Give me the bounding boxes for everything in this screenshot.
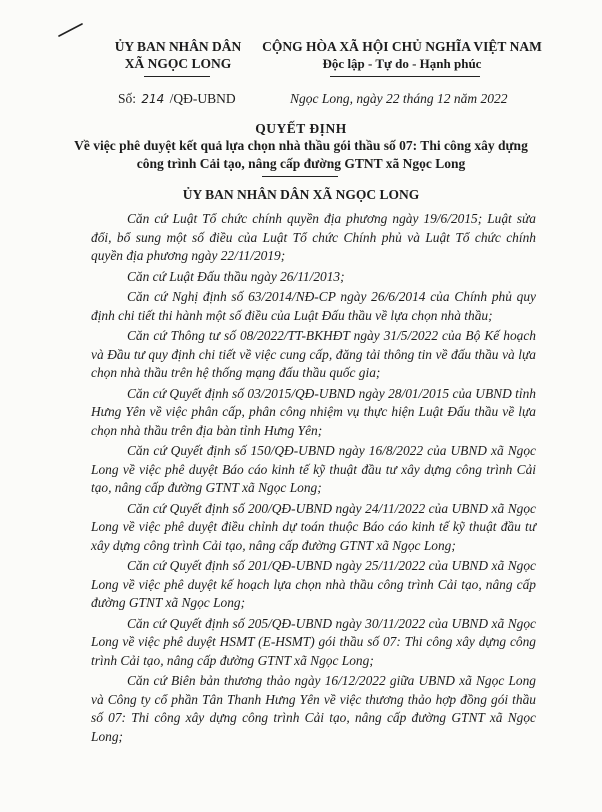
- document-title: QUYẾT ĐỊNH: [255, 121, 347, 136]
- legal-basis-item: Căn cứ Quyết định số 03/2015/QĐ-UBND ngày 28/01/2015 của UBND tỉnh Hưng Yên về việc phân cấp, phân công nhiệm vụ thực hiện Luật Đấu thầu về lựa chọn nhà thầu trên địa bàn tỉnh Hưng Yên;: [91, 385, 536, 438]
- legal-basis-item: Căn cứ Quyết định số 150/QĐ-UBND ngày 16/8/2022 của UBND xã Ngọc Long về việc phê duyệt Báo cáo kinh tế kỹ thuật đầu tư xây dựng công trình Cải tạo, nâng cấp đường GTNT xã Ngọc Long;: [91, 443, 536, 495]
- issuing-organization: [103, 38, 253, 72]
- place-and-date: Ngọc Long, ngày 22 tháng 12 năm 2022: [290, 91, 508, 106]
- org-line-2: XÃ NGỌC LONG: [124, 56, 232, 71]
- document-number: [118, 91, 236, 107]
- legal-basis-item: Căn cứ Luật Đấu thầu ngày 26/11/2013;: [127, 268, 345, 284]
- legal-basis-item: Căn cứ Quyết định số 201/QĐ-UBND ngày 25/11/2022 của UBND xã Ngọc Long về việc phê duyệt kế hoạch lựa chọn nhà thầu công trình Cải tạo, nâng cấp đường GTNT xã Ngọc Long;: [91, 558, 536, 610]
- doc-number-prefix: Số:: [118, 91, 137, 106]
- doc-number-suffix: /QĐ-UBND: [169, 91, 236, 106]
- motto-underline: [330, 76, 480, 77]
- legal-basis-item: Căn cứ Nghị định số 63/2014/NĐ-CP ngày 26/6/2014 của Chính phủ quy định chi tiết thi hành một số điều của Luật Đấu thầu về lựa chọn nhà thầu;: [91, 289, 536, 323]
- national-motto: Độc lập - Tự do - Hạnh phúc: [322, 56, 482, 71]
- legal-basis-item: Căn cứ Quyết định số 205/QĐ-UBND ngày 30/11/2022 của UBND xã Ngọc Long về việc phê duyệt HSMT (E-HSMT) gói thầu số 07: Thi công xây dựng công trình Cải tạo, nâng cấp đường GTNT xã Ngọc Long;: [91, 615, 536, 668]
- legal-basis-item: Căn cứ Luật Tổ chức chính quyền địa phương ngày 19/6/2015; Luật sửa đổi, bổ sung một số điều của Luật Tổ chức Chính phủ và Luật Tổ chức chính quyền địa phương ngày 22/11/2019;: [91, 211, 536, 263]
- legal-basis-item: Căn cứ Biên bản thương thảo ngày 16/12/2022 giữa UBND xã Ngọc Long và Công ty cổ phần Tân Thanh Hưng Yên về việc thương thảo hợp đồng gói thầu số 07: Thi công xây dựng công trình Cải tạo, nâng cấp đường GTNT xã Ngọc Long;: [91, 673, 536, 744]
- org-underline: [144, 76, 210, 77]
- national-heading: [252, 38, 552, 72]
- legal-bases: [91, 210, 536, 748]
- subject-divider: [262, 176, 338, 177]
- legal-basis-item: Căn cứ Quyết định số 200/QĐ-UBND ngày 24/11/2022 của UBND xã Ngọc Long về việc phê duyệt điều chỉnh dự toán thuộc Báo cáo kinh tế kỹ thuật đầu tư xây dựng công trình Cải tạo, nâng cấp đường GTNT xã Ngọc Long;: [91, 500, 536, 553]
- document-subject: Về việc phê duyệt kết quả lựa chọn nhà thầu gói thầu số 07: Thi công xây dựng công trình Cải tạo, nâng cấp đường GTNT xã Ngọc Long: [74, 138, 528, 171]
- org-line-1: ỦY BAN NHÂN DÂN: [114, 39, 242, 54]
- pen-stroke-mark: [58, 22, 84, 38]
- issuing-authority-heading: ỦY BAN NHÂN DÂN XÃ NGỌC LONG: [182, 187, 420, 202]
- country-name: CỘNG HÒA XÃ HỘI CHỦ NGHĨA VIỆT NAM: [262, 39, 542, 54]
- doc-number-handwritten: 214: [141, 92, 165, 106]
- legal-basis-item: Căn cứ Thông tư số 08/2022/TT-BKHĐT ngày 31/5/2022 của Bộ Kế hoạch và Đầu tư quy định chi tiết về việc cung cấp, đăng tải thông tin về đấu thầu và lựa chọn nhà thầu trên hệ thống mạng đấu thầu quốc gia;: [91, 328, 536, 380]
